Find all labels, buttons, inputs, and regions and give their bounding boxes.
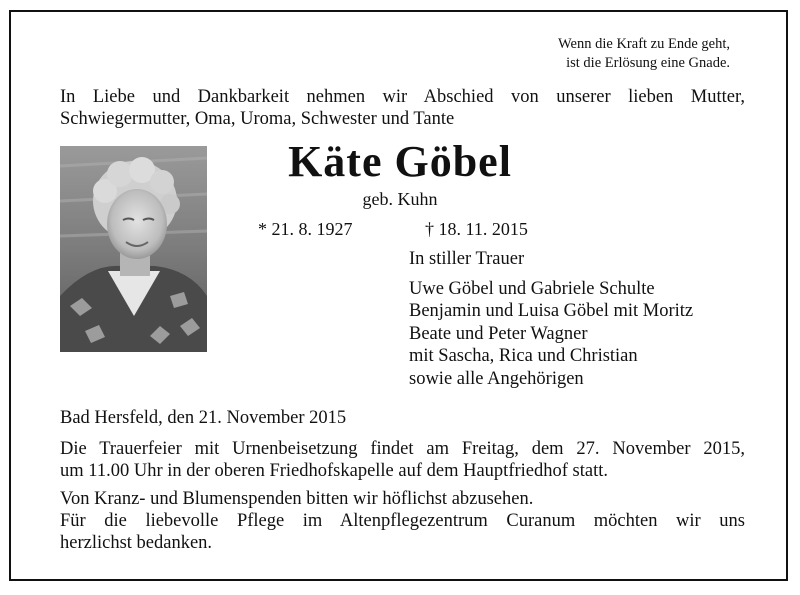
portrait-photo [60,146,207,352]
closing-line-2: Für die liebevolle Pflege im Altenpflegezentrum Curanum möchten wir uns [60,511,745,531]
mourner-line: Beate und Peter Wagner [409,323,588,344]
mourner-line: Benjamin und Luisa Göbel mit Moritz [409,301,694,321]
death-date: † 18. 11. 2015 [425,219,528,239]
mourner-line: mit Sascha, Rica und Christian [409,346,638,366]
mourner-line: Uwe Göbel und Gabriele Schulte [409,278,655,299]
closing-text [60,488,745,554]
motto-line-2: ist die Erlösung eine Gnade. [566,55,730,71]
service-line-1: Die Trauerfeier mit Urnenbeisetzung findet am Freitag, dem 27. November 2015, [60,439,745,459]
deceased-name: Käte Göbel [288,137,512,186]
closing-line-1: Von Kranz- und Blumenspenden bitten wir höflichst abzusehen. [60,489,534,509]
intro-line-2: Schwiegermutter, Oma, Uroma, Schwester und Tante [60,109,455,129]
mourner-line: sowie alle Angehörigen [409,368,584,389]
birth-date: * 21. 8. 1927 [258,219,353,239]
motto-line-1: Wenn die Kraft zu Ende geht, [558,36,730,52]
motto-quote [520,35,730,73]
closing-line-3: herzlichst bedanken. [60,533,213,553]
intro-line-1: In Liebe und Dankbarkeit nehmen wir Abschied von unserer lieben Mutter, [60,87,745,107]
maiden-name: geb. Kuhn [362,189,438,209]
mourners-block [409,248,749,390]
place-and-date: Bad Hersfeld, den 21. November 2015 [60,408,347,428]
intro-text [60,86,745,130]
service-line-2: um 11.00 Uhr in der oberen Friedhofskapelle auf dem Hauptfriedhof statt. [60,461,608,481]
service-info [60,438,745,482]
mourners-heading: In stiller Trauer [409,249,525,269]
